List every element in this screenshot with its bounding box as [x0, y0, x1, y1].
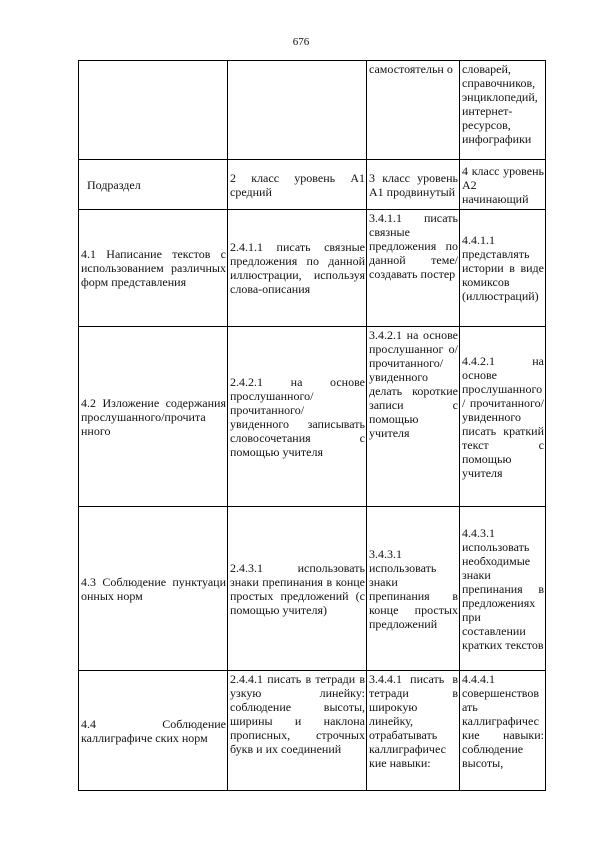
- table-header-row: [79, 160, 546, 210]
- cell-subsection: 4.3 Соблюдение пунктуаци онных норм: [79, 507, 228, 671]
- header-grade4: 4 класс уровень А2 начинающий: [460, 160, 546, 210]
- cell-grade2: 2.4.4.1 писать в тетради в узкую линейку: соблюдение высоты, ширины и наклона прописных, строчных букв и их соединений: [228, 671, 367, 791]
- cell-grade3: 3.4.4.1 писать в тетради в широкую линейку, отрабатывать каллиграфичес кие навыки:: [367, 671, 460, 791]
- table-row: [79, 210, 546, 327]
- cell-grade4: 4.4.4.1 совершенствов ать каллиграфичес кие навыки: соблюдение высоты,: [460, 671, 546, 791]
- cell-grade4: 4.4.2.1 на основе прослушанного / прочитанного/ увиденного писать краткий текст с помощью учителя: [460, 327, 546, 507]
- cell-continuation-subsection: [79, 61, 228, 160]
- cell-grade2: 2.4.3.1 использовать знаки препинания в конце простых предложений (с помощью учителя): [228, 507, 367, 671]
- cell-continuation-grade2: [228, 61, 367, 160]
- header-subsection: Подраздел: [79, 160, 228, 210]
- header-grade2: 2 класс уровень А1 средний: [228, 160, 367, 210]
- cell-continuation-grade4: словарей, справочников, энциклопедий, интернет-ресурсов, инфографики: [460, 61, 546, 160]
- cell-grade3: 3.4.2.1 на основе прослушанног о/ прочитанного/ увиденного делать короткие записи с помощью учителя: [367, 327, 460, 507]
- cell-grade3: 3.4.3.1 использовать знаки препинания в конце простых предложений: [367, 507, 460, 671]
- table-row: [79, 671, 546, 791]
- cell-grade4: 4.4.1.1 представлять истории в виде комиксов (иллюстраций): [460, 210, 546, 327]
- curriculum-table: [78, 60, 546, 791]
- table-row: [79, 327, 546, 507]
- cell-grade2: 2.4.2.1 на основе прослушанного/ прочитанного/ увиденного записывать словосочетания с помощью учителя: [228, 327, 367, 507]
- cell-subsection: 4.4 Соблюдение каллиграфиче ских норм: [79, 671, 228, 791]
- cell-subsection: 4.1 Написание текстов с использованием различных форм представления: [79, 210, 228, 327]
- cell-grade4: 4.4.3.1 использовать необходимые знаки препинания в предложениях при составлении кратких текстов: [460, 507, 546, 671]
- cell-grade3: 3.4.1.1 писать связные предложения по данной теме/ создавать постер: [367, 210, 460, 327]
- header-grade3: 3 класс уровень А1 продвинутый: [367, 160, 460, 210]
- page-number: 676: [292, 36, 310, 48]
- cell-grade2: 2.4.1.1 писать связные предложения по данной иллюстрации, используя слова-описания: [228, 210, 367, 327]
- cell-continuation-grade3: самостоятельн о: [367, 61, 460, 160]
- table-row-continuation: [79, 61, 546, 160]
- table-row: [79, 507, 546, 671]
- cell-subsection: 4.2 Изложение содержания прослушанного/прочита нного: [79, 327, 228, 507]
